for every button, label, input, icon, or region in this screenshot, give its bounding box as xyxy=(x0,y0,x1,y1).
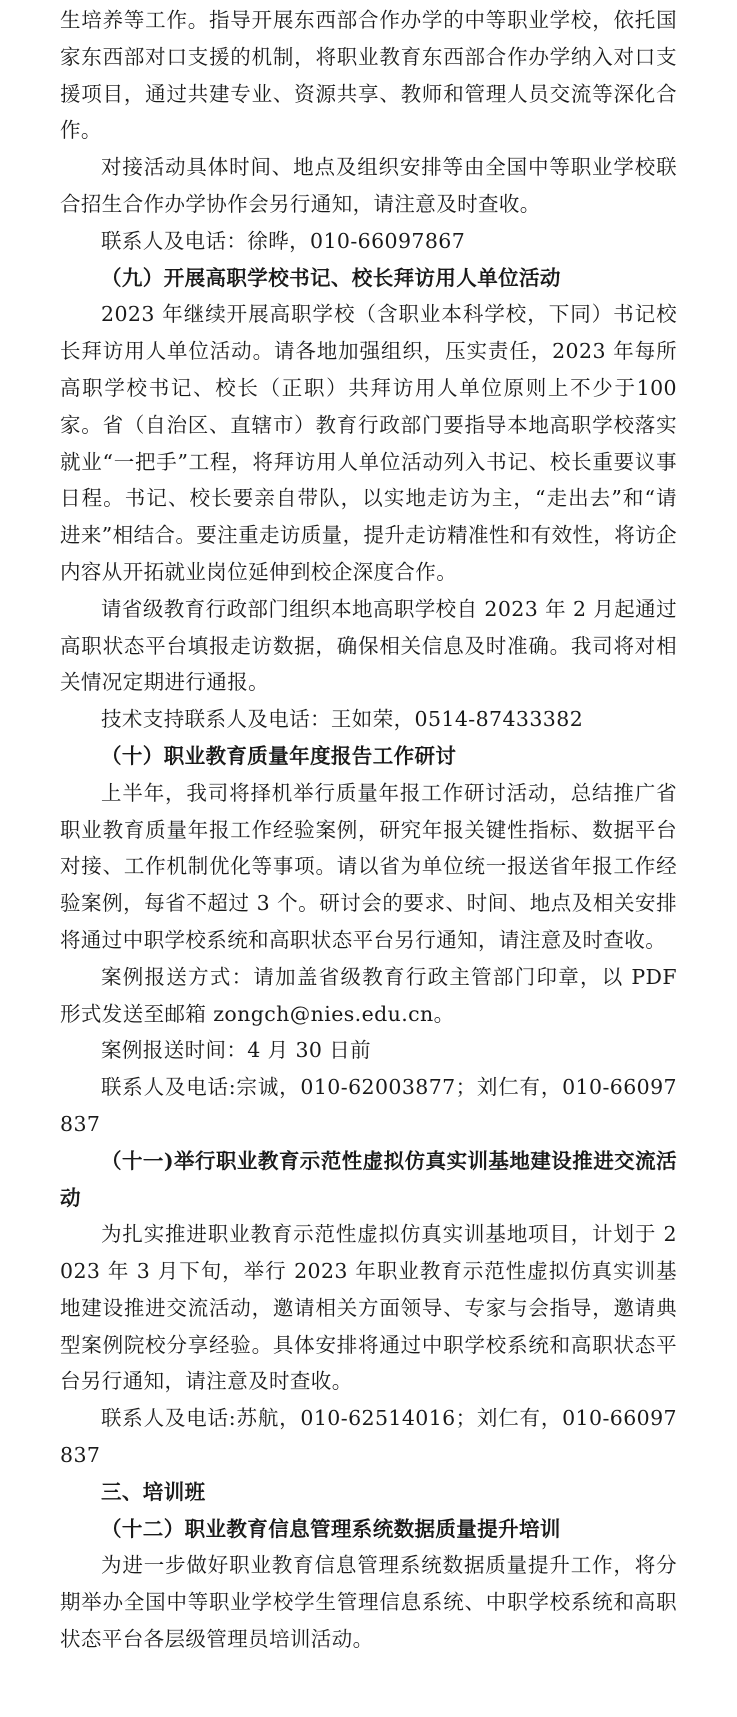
paragraph-virtual-training: 为扎实推进职业教育示范性虚拟仿真实训基地项目，计划于 2023 年 3 月下旬，举行 2023 年职业教育示范性虚拟仿真实训基地建设推进交流活动，邀请相关方面领导、专家与会指导，邀请典型案例院校分享经验。具体安排将通过中职学校系统和高职状态平台另行通知，请注意及时查收。 xyxy=(60,1222,677,1394)
paragraph-contact: 联系人及电话:苏航，010-62514016；刘仁有，010-66097837 xyxy=(60,1406,677,1468)
paragraph-tech-contact: 技术支持联系人及电话：王如荣，0514-87433382 xyxy=(101,707,584,732)
paragraph-submission-deadline: 案例报送时间：4 月 30 日前 xyxy=(101,1038,372,1063)
paragraph-contact: 联系人及电话：徐晔，010-66097867 xyxy=(101,228,466,253)
paragraph-event-notice: 对接活动具体时间、地点及组织安排等由全国中等职业学校联合招生合作办学协作会另行通知，请注意及时查收。 xyxy=(60,155,677,216)
section-heading-12: （十二）职业教育信息管理系统数据质量提升培训 xyxy=(101,1516,561,1541)
paragraph-visit-activity: 2023 年继续开展高职学校（含职业本科学校，下同）书记校长拜访用人单位活动。请各地加强组织，压实责任，2023 年每所高职学校书记、校长（正职）共拜访用人单位原则上不少于100 家。省（自治区、直辖市）教育行政部门要指导本地高职学校落实就业“一把手”工程，将拜访用人单位活动列入书记、校长重要议事日程。书记、校长要亲自带队，以实地走访为主，“走出去”和“请进来”相结合。要注重走访质量，提升走访精准性和有效性，将访企内容从开拓就业岗位延伸到校企深度合作。 xyxy=(60,302,677,584)
paragraph-continued: 生培养等工作。指导开展东西部合作办学的中等职业学校，依托国家东西部对口支援的机制，将职业教育东西部合作办学纳入对口支援项目，通过共建专业、资源共享、教师和管理人员交流等深化合作。 xyxy=(60,8,677,143)
section-heading-10: （十）职业教育质量年度报告工作研讨 xyxy=(101,743,457,768)
paragraph-data-quality-training: 为进一步做好职业教育信息管理系统数据质量提升工作，将分期举办全国中等职业学校学生管理信息系统、中职学校系统和高职状态平台各层级管理员培训活动。 xyxy=(60,1553,677,1652)
paragraph-submission-method: 案例报送方式：请加盖省级教育行政主管部门印章，以 PDF 形式发送至邮箱 zongch@nies.edu.cn。 xyxy=(60,964,677,1026)
section-heading-11: （十一)举行职业教育示范性虚拟仿真实训基地建设推进交流活动 xyxy=(60,1148,677,1210)
paragraph-contact: 联系人及电话:宗诚，010-62003877；刘仁有，010-66097837 xyxy=(60,1075,677,1136)
section-heading-training: 三、培训班 xyxy=(101,1479,206,1504)
paragraph-quality-report: 上半年，我司将择机举行质量年报工作研讨活动，总结推广省职业教育质量年报工作经验案例，研究年报关键性指标、数据平台对接、工作机制优化等事项。请以省为单位统一报送省年报工作经验案例，每省不超过 3 个。研讨会的要求、时间、地点及相关安排将通过中职学校系统和高职状态平台另行通知，请注意及时查收。 xyxy=(60,780,677,952)
paragraph-data-report: 请省级教育行政部门组织本地高职学校自 2023 年 2 月起通过高职状态平台填报走访数据，确保相关信息及时准确。我司将对相关情况定期进行通报。 xyxy=(60,596,677,695)
section-heading-9: （九）开展高职学校书记、校长拜访用人单位活动 xyxy=(101,265,561,290)
